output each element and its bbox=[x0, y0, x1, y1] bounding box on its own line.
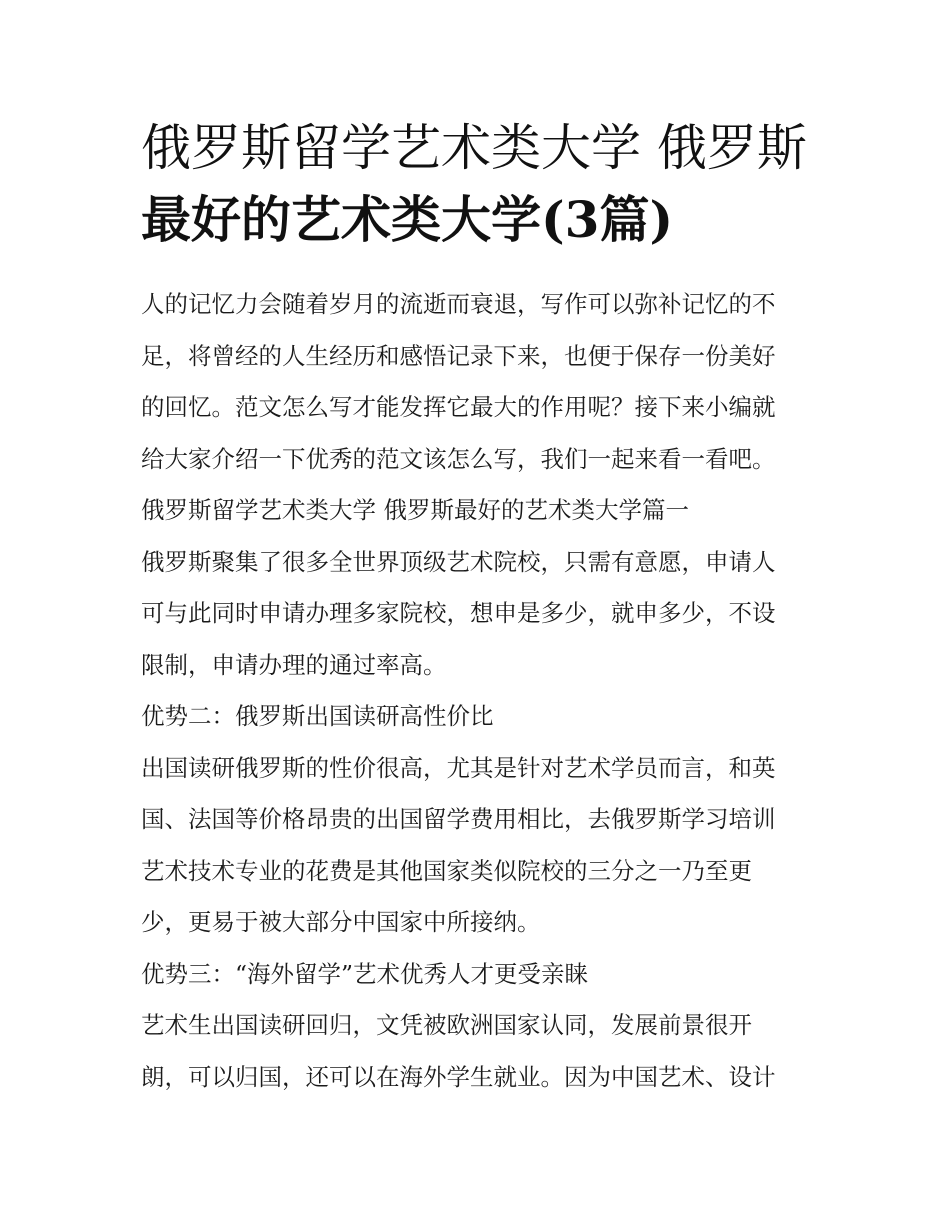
section-heading: 俄罗斯留学艺术类大学 俄罗斯最好的艺术类大学篇一 bbox=[141, 496, 689, 524]
subheading: 优势三：“海外留学”艺术优秀人才更受亲睐 bbox=[141, 959, 589, 988]
body-line: 国、法国等价格昂贵的出国留学费用相比，去俄罗斯学习培训 bbox=[141, 805, 776, 833]
title-line-2 bbox=[141, 184, 821, 256]
body-line: 朗，可以归国，还可以在海外学生就业。因为中国艺术、设计 bbox=[141, 1062, 776, 1091]
document-title bbox=[141, 112, 821, 256]
body-line: 俄罗斯聚集了很多全世界顶级艺术院校，只需有意愿，申请人 bbox=[141, 547, 776, 576]
body-line: 给大家介绍一下优秀的范文该怎么写，我们一起来看一看吧。 bbox=[141, 444, 776, 473]
body-line: 的回忆。范文怎么写才能发挥它最大的作用呢？接下来小编就 bbox=[141, 393, 776, 421]
body-line: 人的记忆力会随着岁月的流逝而衰退，写作可以弥补记忆的不 bbox=[141, 290, 776, 318]
document-body bbox=[141, 279, 821, 1103]
body-line: 少，更易于被大部分中国家中所接纳。 bbox=[141, 908, 541, 936]
subheading: 优势二：俄罗斯出国读研高性价比 bbox=[141, 702, 494, 730]
body-line: 艺术生出国读研回归，文凭被欧洲国家认同，发展前景很开 bbox=[141, 1011, 752, 1039]
body-line: 可与此同时申请办理多家院校，想申是多少，就申多少，不设 bbox=[141, 599, 776, 627]
title-line-2-text: 最好的艺术类大学(3篇) bbox=[141, 190, 674, 249]
body-line: 足，将曾经的人生经历和感悟记录下来，也便于保存一份美好 bbox=[141, 341, 776, 370]
body-line: 出国读研俄罗斯的性价很高，尤其是针对艺术学员而言，和英 bbox=[141, 753, 776, 782]
body-line: 限制，申请办理的通过率高。 bbox=[141, 650, 447, 679]
title-line-1: 俄罗斯留学艺术类大学 俄罗斯 bbox=[141, 119, 807, 177]
body-line: 艺术技术专业的花费是其他国家类似院校的三分之一乃至更 bbox=[141, 856, 752, 885]
